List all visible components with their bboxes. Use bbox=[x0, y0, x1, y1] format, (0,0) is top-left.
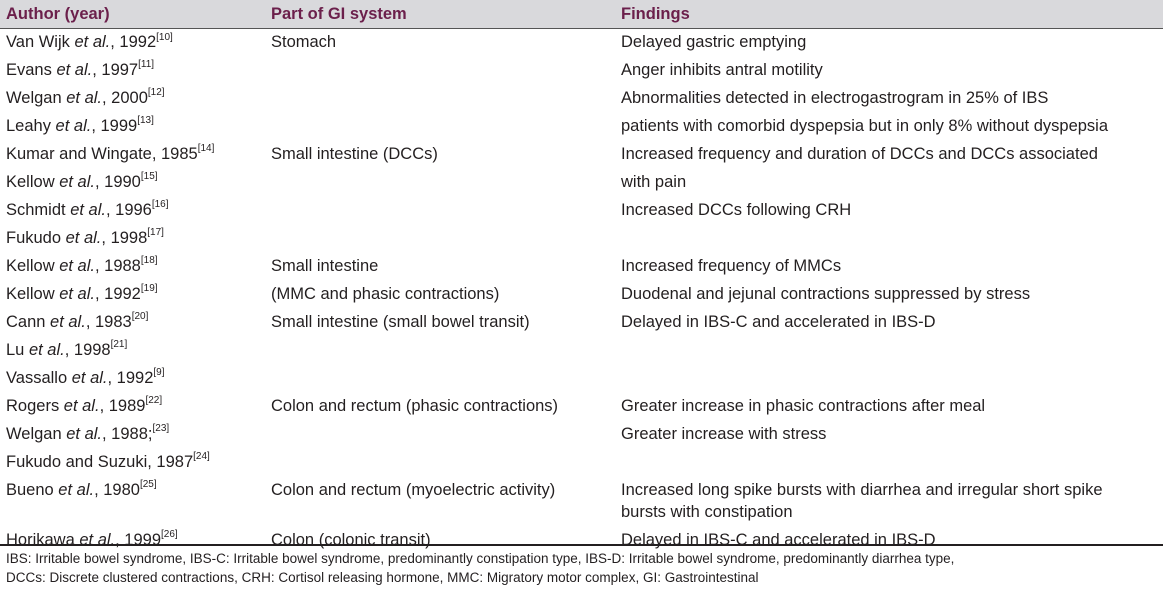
reference-number: [26] bbox=[161, 529, 178, 540]
cell-findings bbox=[615, 225, 1163, 253]
cell-author bbox=[0, 29, 265, 57]
cell-findings bbox=[615, 113, 1163, 141]
cell-part bbox=[265, 421, 615, 449]
findings-text: with pain bbox=[621, 172, 687, 191]
author-name: Vassallo bbox=[6, 368, 72, 387]
cell-findings bbox=[615, 421, 1163, 449]
cell-author bbox=[0, 449, 265, 477]
header-findings: Findings bbox=[615, 0, 1163, 29]
reference-number: [14] bbox=[197, 143, 215, 154]
findings-text: Duodenal and jejunal contractions suppressed by stress bbox=[621, 284, 1031, 303]
table-row bbox=[0, 57, 1163, 85]
table-row bbox=[0, 225, 1163, 253]
author-etal: et al. bbox=[74, 33, 111, 51]
cell-part bbox=[265, 225, 615, 253]
cell-findings bbox=[615, 309, 1163, 337]
cell-author bbox=[0, 281, 265, 309]
findings-text: Increased long spike bursts with diarrhea and irregular short spike bbox=[621, 480, 1103, 499]
cell-part bbox=[265, 197, 615, 225]
author-year: , 1992 bbox=[110, 33, 157, 51]
reference-number: [19] bbox=[140, 283, 158, 294]
author-year: , 1992 bbox=[107, 368, 154, 387]
author-etal: et al. bbox=[59, 172, 95, 191]
cell-findings bbox=[615, 169, 1163, 197]
author-etal: et al. bbox=[59, 284, 95, 303]
reference-number: [9] bbox=[153, 367, 165, 378]
header-author: Author (year) bbox=[0, 0, 265, 29]
cell-part bbox=[265, 337, 615, 365]
cell-findings bbox=[615, 365, 1163, 393]
author-etal: et al. bbox=[70, 200, 106, 219]
cell-part: Colon and rectum (phasic contractions) bbox=[271, 396, 559, 415]
cell-part bbox=[265, 113, 615, 141]
table-row bbox=[0, 29, 1163, 57]
author-year: , 1988 bbox=[94, 256, 141, 275]
cell-part: Stomach bbox=[271, 33, 337, 51]
author-year: , 1988; bbox=[102, 424, 153, 443]
findings-text: Greater increase with stress bbox=[621, 424, 827, 443]
author-year: , 1996 bbox=[105, 200, 152, 219]
findings-text: Increased frequency and duration of DCCs and DCCs associated bbox=[621, 144, 1098, 163]
cell-author bbox=[0, 477, 265, 527]
cell-author bbox=[0, 365, 265, 393]
author-year: , 1980 bbox=[94, 480, 140, 499]
author-year: , 2000 bbox=[102, 88, 148, 107]
author-etal: et al. bbox=[58, 480, 95, 499]
author-year: , 1998 bbox=[64, 340, 111, 359]
header-part: Part of GI system bbox=[265, 0, 615, 29]
author-etal: et al. bbox=[55, 116, 92, 135]
cell-part bbox=[265, 57, 615, 85]
table-footnote bbox=[6, 549, 1156, 587]
findings-text: Delayed in IBS-C and accelerated in IBS-D bbox=[621, 530, 936, 549]
table-row bbox=[0, 365, 1163, 393]
author-year: , 1992 bbox=[94, 284, 141, 303]
cell-part bbox=[265, 85, 615, 113]
author-name: Rogers bbox=[6, 396, 64, 415]
reference-number: [20] bbox=[131, 311, 149, 322]
table-bottom-rule bbox=[0, 544, 1163, 546]
table-row bbox=[0, 169, 1163, 197]
findings-text: patients with comorbid dyspepsia but in only 8% without dyspepsia bbox=[621, 116, 1109, 135]
author-etal: et al. bbox=[66, 88, 103, 107]
cell-author bbox=[0, 113, 265, 141]
cell-part: Small intestine (DCCs) bbox=[271, 144, 438, 163]
cell-findings bbox=[615, 197, 1163, 225]
author-name: Kellow bbox=[6, 256, 60, 275]
author-etal: et al. bbox=[79, 530, 116, 549]
findings-text: Increased DCCs following CRH bbox=[621, 200, 852, 219]
author-name: Welgan bbox=[6, 88, 67, 107]
cell-part: Colon (colonic transit) bbox=[271, 530, 431, 549]
author-name: Schmidt bbox=[6, 200, 71, 219]
table-row bbox=[0, 393, 1163, 421]
table-row bbox=[0, 309, 1163, 337]
cell-author bbox=[0, 393, 265, 421]
cell-findings bbox=[615, 337, 1163, 365]
author-etal: et al. bbox=[71, 368, 108, 387]
author-name: Van Wijk bbox=[6, 33, 75, 51]
cell-findings bbox=[615, 253, 1163, 281]
author-year: , 1998 bbox=[101, 228, 148, 247]
findings-text: Delayed in IBS-C and accelerated in IBS-D bbox=[621, 312, 936, 331]
author-name: Kumar and Wingate, 1985 bbox=[6, 144, 198, 163]
author-name: Fukudo bbox=[6, 228, 66, 247]
author-year: , 1997 bbox=[92, 60, 139, 79]
cell-part bbox=[265, 169, 615, 197]
reference-number: [18] bbox=[140, 255, 158, 266]
cell-author bbox=[0, 85, 265, 113]
table-row bbox=[0, 113, 1163, 141]
cell-findings bbox=[615, 477, 1163, 527]
cell-findings bbox=[615, 57, 1163, 85]
author-etal: et al. bbox=[50, 312, 86, 331]
reference-number: [25] bbox=[139, 479, 157, 490]
findings-text: Delayed gastric emptying bbox=[621, 33, 807, 51]
cell-part: Small intestine (small bowel transit) bbox=[271, 312, 530, 331]
author-etal: et al. bbox=[28, 340, 65, 359]
findings-text-continued: bursts with constipation bbox=[621, 502, 793, 521]
author-year: , 1999 bbox=[91, 116, 138, 135]
author-name: Leahy bbox=[6, 116, 56, 135]
footnote-line-1: IBS: Irritable bowel syndrome, IBS-C: Irritable bowel syndrome, predominantly constipation type, IBS-D: Irritable bowel syndrome, predominantly diarrhea type, bbox=[6, 551, 955, 566]
author-name: Lu bbox=[6, 340, 29, 359]
cell-part bbox=[265, 449, 615, 477]
table-row bbox=[0, 85, 1163, 113]
findings-text: Anger inhibits antral motility bbox=[621, 60, 823, 79]
findings-text: Increased frequency of MMCs bbox=[621, 256, 842, 275]
reference-number: [15] bbox=[140, 171, 158, 182]
cell-findings bbox=[615, 141, 1163, 169]
reference-number: [22] bbox=[145, 395, 163, 406]
cell-part: Small intestine bbox=[271, 256, 379, 275]
reference-number: [21] bbox=[110, 339, 128, 350]
cell-author bbox=[0, 57, 265, 85]
findings-text: Abnormalities detected in electrogastrogram in 25% of IBS bbox=[621, 88, 1049, 107]
reference-number: [16] bbox=[151, 199, 169, 210]
cell-findings bbox=[615, 393, 1163, 421]
author-year: , 1983 bbox=[85, 312, 132, 331]
reference-number: [23] bbox=[152, 423, 170, 434]
cell-part: Colon and rectum (myoelectric activity) bbox=[271, 480, 556, 499]
reference-number: [12] bbox=[147, 87, 165, 98]
author-name: Kellow bbox=[6, 172, 60, 191]
cell-findings bbox=[615, 281, 1163, 309]
reference-number: [13] bbox=[137, 115, 154, 126]
reference-number: [24] bbox=[193, 451, 210, 462]
author-year: , 1990 bbox=[94, 172, 141, 191]
cell-part: (MMC and phasic contractions) bbox=[271, 284, 500, 303]
table-row bbox=[0, 281, 1163, 309]
author-etal: et al. bbox=[56, 60, 93, 79]
author-name: Fukudo and Suzuki, 1987 bbox=[6, 452, 194, 471]
table-header-row bbox=[0, 0, 1163, 29]
table-row bbox=[0, 141, 1163, 169]
cell-author bbox=[0, 253, 265, 281]
author-name: Evans bbox=[6, 60, 57, 79]
table-row bbox=[0, 449, 1163, 477]
cell-author bbox=[0, 337, 265, 365]
author-year: , 1989 bbox=[99, 396, 146, 415]
cell-findings bbox=[615, 29, 1163, 57]
cell-author bbox=[0, 225, 265, 253]
reference-number: [11] bbox=[138, 59, 155, 70]
footnote-line-2: DCCs: Discrete clustered contractions, CRH: Cortisol releasing hormone, MMC: Migratory motor complex, GI: Gastrointestinal bbox=[6, 570, 759, 585]
table-row bbox=[0, 337, 1163, 365]
table-row bbox=[0, 197, 1163, 225]
reference-number: [10] bbox=[156, 31, 173, 43]
table-body bbox=[0, 29, 1163, 555]
findings-text: Greater increase in phasic contractions after meal bbox=[621, 396, 986, 415]
author-etal: et al. bbox=[59, 256, 95, 275]
author-year: , 1999 bbox=[115, 530, 162, 549]
table-row bbox=[0, 421, 1163, 449]
author-etal: et al. bbox=[66, 424, 103, 443]
author-name: Bueno bbox=[6, 480, 59, 499]
author-name: Horikawa bbox=[6, 530, 80, 549]
cell-part bbox=[265, 365, 615, 393]
author-etal: et al. bbox=[65, 228, 102, 247]
cell-author bbox=[0, 421, 265, 449]
author-etal: et al. bbox=[63, 396, 100, 415]
author-name: Kellow bbox=[6, 284, 60, 303]
reference-number: [17] bbox=[147, 227, 164, 238]
cell-author bbox=[0, 197, 265, 225]
cell-findings bbox=[615, 449, 1163, 477]
table-row bbox=[0, 253, 1163, 281]
cell-findings bbox=[615, 85, 1163, 113]
cell-author bbox=[0, 309, 265, 337]
table-row bbox=[0, 477, 1163, 527]
cell-author bbox=[0, 169, 265, 197]
author-name: Welgan bbox=[6, 424, 67, 443]
author-name: Cann bbox=[6, 312, 51, 331]
cell-author bbox=[0, 141, 265, 169]
